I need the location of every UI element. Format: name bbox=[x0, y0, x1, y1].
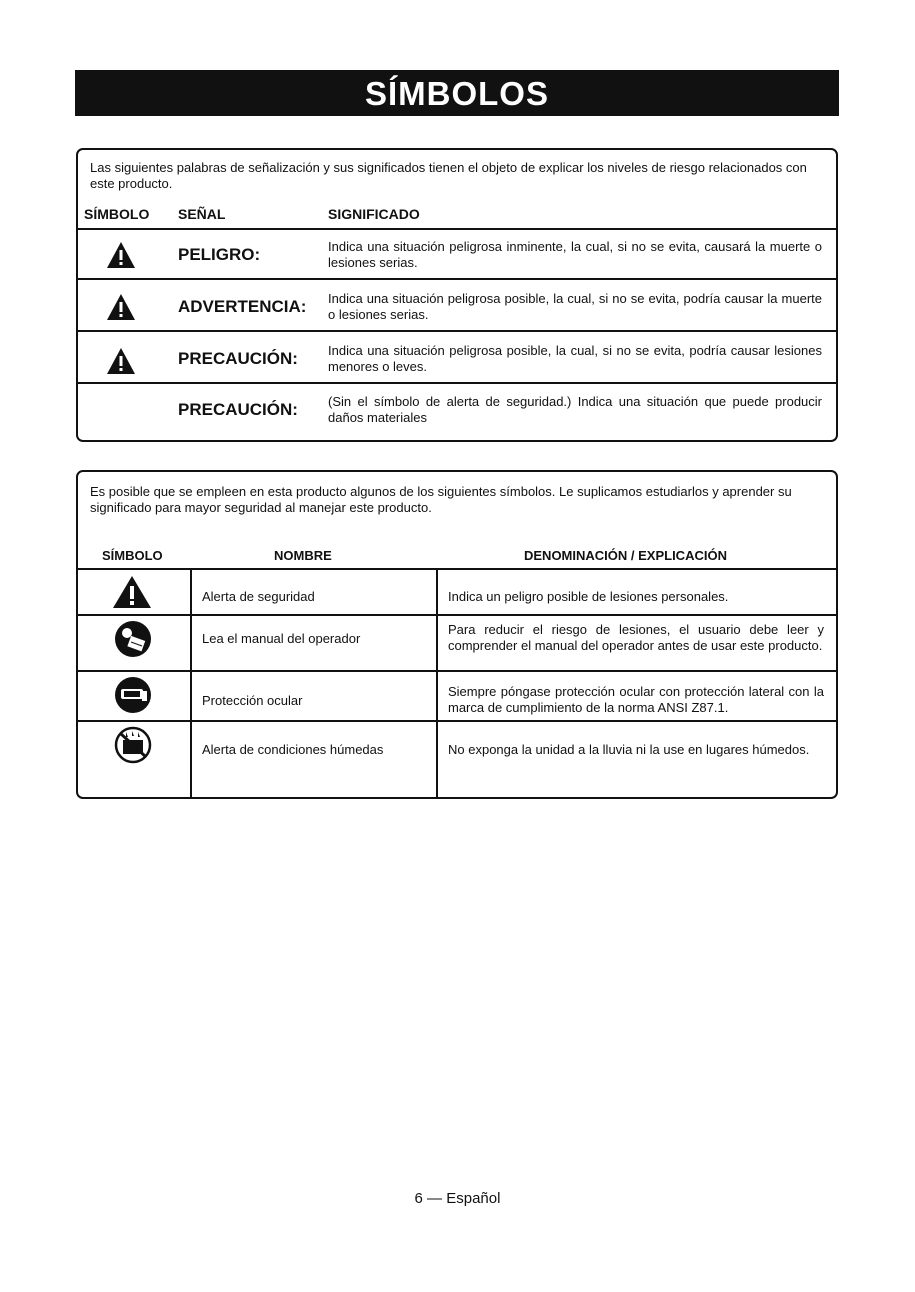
header-name: NOMBRE bbox=[274, 548, 332, 563]
symbol-name: Alerta de seguridad bbox=[202, 589, 315, 604]
divider bbox=[76, 670, 838, 672]
header-meaning: SIGNIFICADO bbox=[328, 206, 420, 222]
divider bbox=[76, 720, 838, 722]
symbol-explanation: No exponga la unidad a la lluvia ni la use en lugares húmedos. bbox=[448, 742, 810, 757]
symbols-intro: Es posible que se empleen en esta producto algunos de los siguientes símbolos. Le suplicamos estudiarlos y aprender su significado para mayor seguridad al manejar este producto. bbox=[90, 484, 792, 515]
symbol-name: Protección ocular bbox=[202, 693, 303, 708]
signal-text-precaucion: Indica una situación peligrosa posible, la cual, si no se evita, podría causar lesiones menores o leves. bbox=[328, 343, 822, 374]
header-symbol: SÍMBOLO bbox=[84, 206, 150, 222]
divider bbox=[76, 330, 838, 332]
divider bbox=[76, 228, 838, 230]
signal-text-peligro: Indica una situación peligrosa inminente, la cual, si no se evita, causará la muerte o lesiones serias. bbox=[328, 239, 822, 270]
signal-word-peligro: PELIGRO: bbox=[178, 245, 261, 264]
symbol-explanation: Indica un peligro posible de lesiones personales. bbox=[448, 589, 729, 604]
symbol-explanation: Siempre póngase protección ocular con protección lateral con la marca de cumplimiento de la norma ANSI Z87.1. bbox=[448, 684, 824, 715]
signal-word-precaucion: PRECAUCIÓN: bbox=[178, 349, 298, 368]
column-divider bbox=[436, 568, 438, 798]
signal-text-advertencia: Indica una situación peligrosa posible, la cual, si no se evita, podría causar la muerte o lesiones serias. bbox=[328, 291, 822, 322]
symbols-box bbox=[76, 470, 838, 799]
read-manual-icon bbox=[114, 620, 152, 658]
divider bbox=[76, 278, 838, 280]
symbol-explanation: Para reducir el riesgo de lesiones, el usuario debe leer y comprender el manual del operador antes de usar este producto. bbox=[448, 622, 824, 653]
warning-triangle-icon bbox=[106, 347, 136, 375]
signal-intro: Las siguientes palabras de señalización y sus significados tienen el objeto de explicar los niveles de riesgo relacionados con este producto. bbox=[90, 160, 807, 191]
symbol-name: Alerta de condiciones húmedas bbox=[202, 742, 384, 757]
page-title: SÍMBOLOS bbox=[75, 70, 839, 116]
signal-word-precaucion-no-symbol: PRECAUCIÓN: bbox=[178, 400, 298, 419]
signal-word-advertencia: ADVERTENCIA: bbox=[178, 297, 307, 316]
eye-protection-icon bbox=[114, 676, 152, 714]
warning-triangle-icon bbox=[106, 241, 136, 269]
safety-alert-icon bbox=[112, 575, 152, 609]
symbol-name: Lea el manual del operador bbox=[202, 631, 361, 646]
warning-triangle-icon bbox=[106, 293, 136, 321]
divider bbox=[76, 614, 838, 616]
wet-conditions-icon bbox=[114, 726, 152, 764]
header-explanation: DENOMINACIÓN / EXPLICACIÓN bbox=[524, 548, 727, 563]
divider bbox=[76, 382, 838, 384]
header-symbol: SÍMBOLO bbox=[102, 548, 163, 563]
page-footer: 6 — Español bbox=[414, 1190, 501, 1207]
column-divider bbox=[190, 568, 192, 798]
header-signal: SEÑAL bbox=[178, 206, 226, 222]
signal-text-precaucion-no-symbol: (Sin el símbolo de alerta de seguridad.) Indica una situación que puede producir daños materiales bbox=[328, 394, 822, 425]
signal-words-box bbox=[76, 148, 838, 442]
